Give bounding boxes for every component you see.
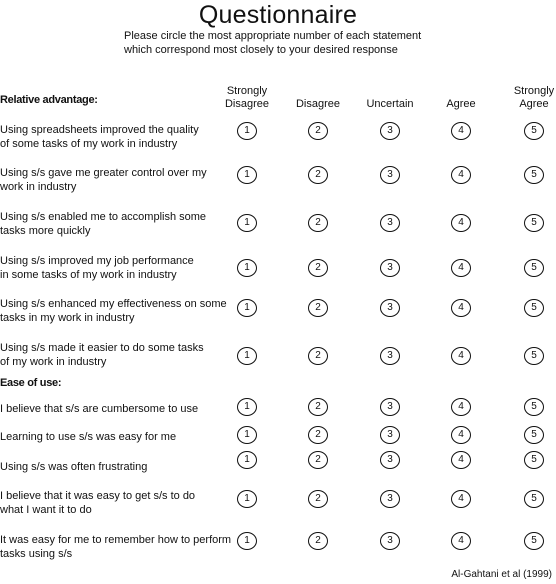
statement-line: tasks in my work in industry (0, 312, 135, 324)
statement-text (0, 341, 204, 369)
rating-option-1[interactable]: 1 (237, 214, 257, 232)
rating-option-5[interactable]: 5 (524, 299, 544, 317)
rating-option-3[interactable]: 3 (380, 426, 400, 444)
rating-option-2[interactable]: 2 (308, 398, 328, 416)
rating-option-5[interactable]: 5 (524, 532, 544, 550)
rating-option-1[interactable]: 1 (237, 451, 257, 469)
rating-option-1[interactable]: 1 (237, 532, 257, 550)
scale-header-line: Disagree (295, 98, 341, 110)
instructions (124, 29, 421, 57)
statement-line: work in industry (0, 181, 77, 193)
statement-line: of some tasks of my work in industry (0, 138, 178, 150)
rating-option-3[interactable]: 3 (380, 347, 400, 365)
statement-text (0, 123, 199, 151)
statement-line: tasks using s/s (0, 548, 73, 560)
rating-option-3[interactable]: 3 (380, 451, 400, 469)
page-title: Questionnaire (198, 1, 358, 29)
statement-line: Learning to use s/s was easy for me (0, 431, 177, 443)
scale-header-4 (441, 98, 481, 111)
instructions-line: which correspond most closely to your desired response (124, 44, 398, 56)
rating-option-5[interactable]: 5 (524, 490, 544, 508)
statement-line: Using s/s was often frustrating (0, 461, 148, 473)
statement-text (0, 254, 194, 282)
rating-option-5[interactable]: 5 (524, 347, 544, 365)
rating-option-5[interactable]: 5 (524, 398, 544, 416)
scale-header-2 (293, 98, 343, 111)
scale-header-line: Uncertain (366, 98, 414, 110)
statement-text (0, 297, 227, 325)
statement-line: Using s/s enhanced my effectiveness on some (0, 298, 227, 310)
rating-option-4[interactable]: 4 (451, 451, 471, 469)
section-heading: Relative advantage: (0, 94, 98, 106)
statement-text (0, 489, 195, 517)
rating-option-2[interactable]: 2 (308, 259, 328, 277)
rating-option-4[interactable]: 4 (451, 166, 471, 184)
rating-option-4[interactable]: 4 (451, 347, 471, 365)
scale-header-line: Agree (519, 98, 549, 110)
scale-header-line: Disagree (224, 98, 270, 110)
rating-option-1[interactable]: 1 (237, 347, 257, 365)
statement-line: Using spreadsheets improved the quality (0, 124, 199, 136)
rating-option-3[interactable]: 3 (380, 299, 400, 317)
statement-line: what I want it to do (0, 504, 92, 516)
scale-header-line: Agree (446, 98, 476, 110)
statement-text (0, 430, 176, 444)
rating-option-4[interactable]: 4 (451, 398, 471, 416)
statement-text (0, 402, 198, 416)
statement-text (0, 210, 206, 238)
scale-header-5 (510, 85, 556, 111)
rating-option-4[interactable]: 4 (451, 490, 471, 508)
rating-option-4[interactable]: 4 (451, 299, 471, 317)
rating-option-4[interactable]: 4 (451, 122, 471, 140)
instructions-line: Please circle the most appropriate number of each statement (124, 30, 422, 42)
statement-line: tasks more quickly (0, 225, 91, 237)
citation: Al-Gahtani et al (1999) (451, 569, 552, 580)
rating-option-1[interactable]: 1 (237, 426, 257, 444)
statement-line: Using s/s enabled me to accomplish some (0, 211, 207, 223)
rating-option-3[interactable]: 3 (380, 214, 400, 232)
statement-line: in some tasks of my work in industry (0, 269, 177, 281)
section-heading: Ease of use: (0, 377, 62, 389)
statement-line: Using s/s improved my job performance (0, 255, 194, 267)
statement-line: I believe that s/s are cumbersome to use (0, 403, 199, 415)
rating-option-2[interactable]: 2 (308, 426, 328, 444)
rating-option-1[interactable]: 1 (237, 259, 257, 277)
scale-header-line: Strongly (513, 85, 555, 97)
rating-option-2[interactable]: 2 (308, 122, 328, 140)
rating-option-5[interactable]: 5 (524, 259, 544, 277)
rating-option-3[interactable]: 3 (380, 166, 400, 184)
rating-option-1[interactable]: 1 (237, 122, 257, 140)
scale-header-3 (363, 98, 417, 111)
scale-header-line: Strongly (226, 85, 268, 97)
statement-line: of my work in industry (0, 356, 107, 368)
rating-option-3[interactable]: 3 (380, 532, 400, 550)
rating-option-5[interactable]: 5 (524, 166, 544, 184)
rating-option-2[interactable]: 2 (308, 214, 328, 232)
statement-text (0, 460, 147, 474)
rating-option-1[interactable]: 1 (237, 166, 257, 184)
rating-option-4[interactable]: 4 (451, 426, 471, 444)
rating-option-3[interactable]: 3 (380, 398, 400, 416)
rating-option-4[interactable]: 4 (451, 259, 471, 277)
rating-option-3[interactable]: 3 (380, 259, 400, 277)
rating-option-2[interactable]: 2 (308, 347, 328, 365)
rating-option-3[interactable]: 3 (380, 490, 400, 508)
rating-option-1[interactable]: 1 (237, 299, 257, 317)
rating-option-2[interactable]: 2 (308, 166, 328, 184)
rating-option-2[interactable]: 2 (308, 490, 328, 508)
statement-line: Using s/s made it easier to do some tasks (0, 342, 204, 354)
statement-line: I believe that it was easy to get s/s to do (0, 490, 196, 502)
rating-option-2[interactable]: 2 (308, 532, 328, 550)
statement-text (0, 533, 231, 561)
rating-option-1[interactable]: 1 (237, 490, 257, 508)
statement-text (0, 166, 207, 194)
statement-line: It was easy for me to remember how to perform (0, 534, 232, 546)
statement-line: Using s/s gave me greater control over my (0, 167, 207, 179)
rating-option-3[interactable]: 3 (380, 122, 400, 140)
rating-option-4[interactable]: 4 (451, 532, 471, 550)
rating-option-2[interactable]: 2 (308, 451, 328, 469)
rating-option-5[interactable]: 5 (524, 122, 544, 140)
rating-option-5[interactable]: 5 (524, 214, 544, 232)
rating-option-2[interactable]: 2 (308, 299, 328, 317)
rating-option-4[interactable]: 4 (451, 214, 471, 232)
rating-option-5[interactable]: 5 (524, 451, 544, 469)
scale-header-1 (222, 85, 272, 111)
rating-option-1[interactable]: 1 (237, 398, 257, 416)
rating-option-5[interactable]: 5 (524, 426, 544, 444)
